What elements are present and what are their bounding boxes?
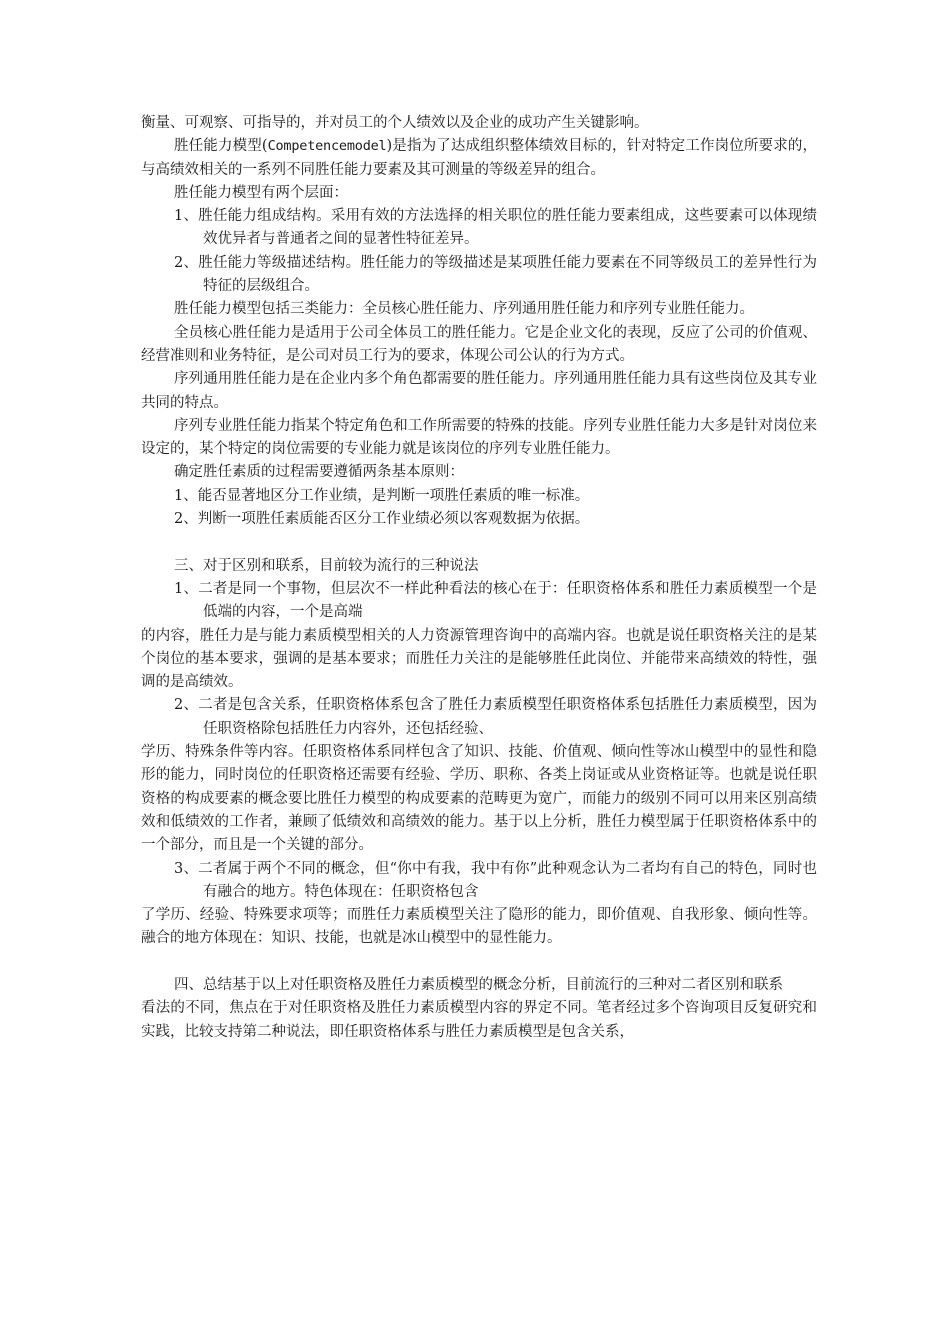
- english-term: Competencemodel: [267, 138, 387, 155]
- document-body: [141, 112, 817, 1044]
- paragraph: 确定胜任素质的过程需要遵循两条基本原则：: [174, 464, 464, 481]
- paragraph: 2、二者是包含关系，任职资格体系包含了胜任力素质模型任职资格体系包括胜任力素质模型，因为任职资格除包括胜任力内容外，还包括经验、: [174, 697, 817, 737]
- paragraph: 全员核心胜任能力是适用于公司全体员工的胜任能力。它是企业文化的表现，反应了公司的价值观、经营准则和业务特征，是公司对员工行为的要求，体现公司公认的行为方式。: [141, 324, 817, 364]
- paragraph-gap: [141, 531, 817, 554]
- paragraph: 了学历、经验、特殊要求项等；而胜任力素质模型关注了隐形的能力，即价值观、自我形象、倾向性等。融合的地方体现在：知识、技能，也就是冰山模型中的显性能力。: [141, 907, 817, 947]
- paragraph: 胜任能力模型包括三类能力：全员核心胜任能力、序列通用胜任能力和序列专业胜任能力。: [174, 301, 754, 318]
- paragraph: 1、能否显著地区分工作业绩，是判断一项胜任素质的唯一标准。: [174, 487, 590, 504]
- paragraph: 三、对于区别和联系，目前较为流行的三种说法: [174, 557, 479, 574]
- paragraph: 学历、特殊条件等内容。任职资格体系同样包含了知识、技能、价值观、倾向性等冰山模型中的显性和隐形的能力，同时岗位的任职资格还需要有经验、学历、职称、各类上岗证或从业资格证等。也就是说任职资格的构成要素的概念要比胜任力模型的构成要素的范畴更为宽广，而能力的级别不同可以用来区别高绩效和低绩效的工作者，兼顾了低绩效和高绩效的能力。基于以上分析，胜任力模型属于任职资格体系中的一个部分，而且是一个关键的部分。: [141, 744, 817, 854]
- paragraph: 1、胜任能力组成结构。采用有效的方法选择的相关职位的胜任能力要素组成，这些要素可以体现绩效优异者与普通者之间的显著性特征差异。: [174, 208, 817, 248]
- paragraph: 的内容，胜任力是与能力素质模型相关的人力资源管理咨询中的高端内容。也就是说任职资格关注的是某个岗位的基本要求，强调的是基本要求；而胜任力关注的是能够胜任此岗位、并能带来高绩效的特性，强调的是高绩效。: [141, 627, 817, 691]
- paragraph: 四、总结基于以上对任职资格及胜任力素质模型的概念分析，目前流行的三种对二者区别和联系: [174, 976, 783, 993]
- paragraph: 胜任能力模型有两个层面：: [174, 184, 348, 201]
- paragraph: [141, 135, 817, 182]
- paragraph: 2、判断一项胜任素质能否区分工作业绩必须以客观数据为依据。: [174, 511, 590, 528]
- paragraph: 1、二者是同一个事物，但层次不一样此种看法的核心在于：任职资格体系和胜任力素质模型一个是低端的内容，一个是高端: [174, 580, 817, 621]
- paragraph: 看法的不同，焦点在于对任职资格及胜任力素质模型内容的界定不同。笔者经过多个咨询项目反复研究和实践，比较支持第二种说法，即任职资格体系与胜任力素质模型是包含关系，: [141, 1000, 817, 1040]
- paragraph: 序列通用胜任能力是在企业内多个角色都需要的胜任能力。序列通用胜任能力具有这些岗位及其专业共同的特点。: [141, 371, 817, 411]
- paragraph-gap: [141, 951, 817, 974]
- paragraph: 序列专业胜任能力指某个特定角色和工作所需要的特殊的技能。序列专业胜任能力大多是针对岗位来设定的，某个特定的岗位需要的专业能力就是该岗位的序列专业胜任能力。: [141, 417, 817, 458]
- paragraph: 衡量、可观察、可指导的，并对员工的个人绩效以及企业的成功产生关键影响。: [141, 115, 649, 131]
- paragraph: 2、胜任能力等级描述结构。胜任能力的等级描述是某项胜任能力要素在不同等级员工的差异性行为特征的层级组合。: [174, 254, 817, 295]
- paragraph-text: )是指为了达成组织整体绩效目标的，针对特定工作岗位所要求的，与高绩效相关的一系列不同胜任能力要素及其可测量的等级差异的组合。: [141, 138, 817, 178]
- paragraph: 3、二者属于两个不同的概念，但“你中有我，我中有你”此种观念认为二者均有自己的特色，同时也有融合的地方。特色体现在：任职资格包含: [174, 860, 817, 900]
- paragraph-text: 胜任能力模型(: [174, 138, 268, 155]
